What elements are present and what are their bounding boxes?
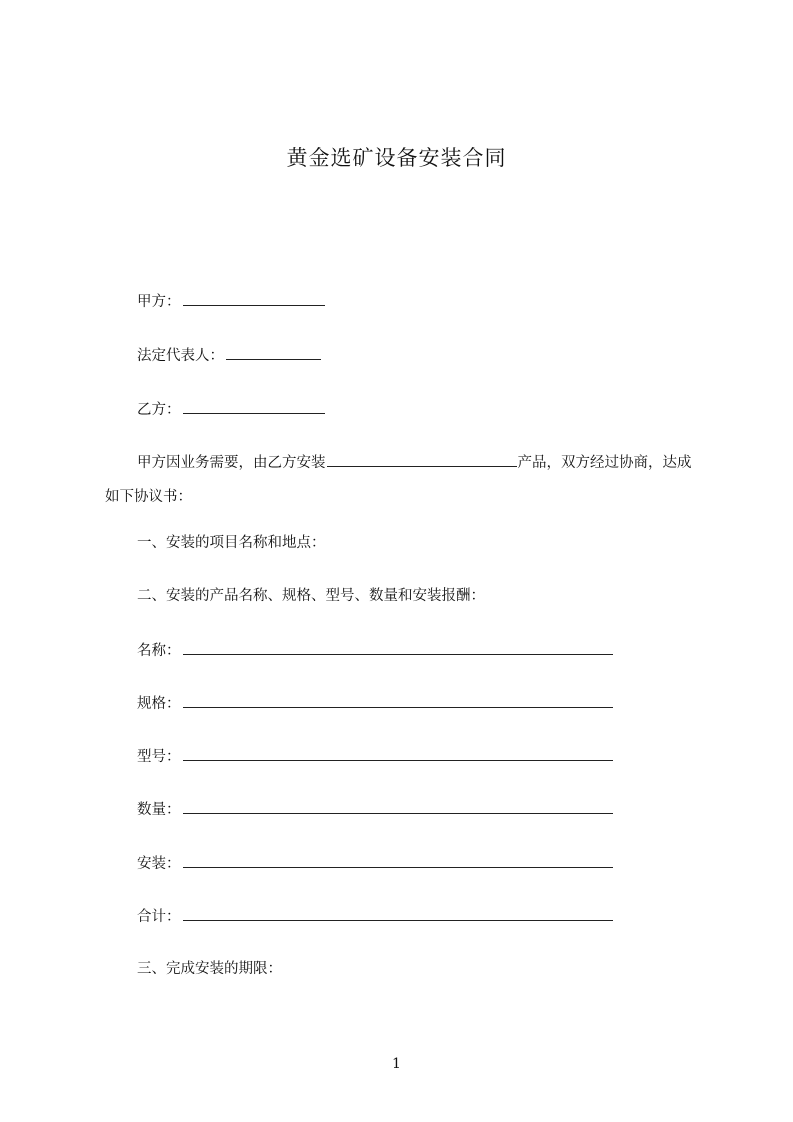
model-field-line [137,746,613,767]
intro-text-after: 产品，双方经过协商，达成如下协议书： [105,455,692,505]
name-field-blank[interactable] [183,640,613,655]
document-title: 黄金选矿设备安装合同 [286,146,507,170]
spec-field-line [137,693,613,714]
model-field-blank[interactable] [183,746,613,761]
install-field-line [137,853,613,874]
section-3-heading: 三、完成安装的期限： [137,961,282,977]
party-a-line [137,291,325,312]
install-field-blank[interactable] [183,853,613,868]
party-b-label: 乙方： [137,402,181,418]
spec-field-label: 规格： [137,696,181,712]
total-field-label: 合计： [137,909,181,925]
quantity-field-blank[interactable] [183,799,613,814]
total-field-blank[interactable] [183,906,613,921]
intro-text-before: 甲方因业务需要，由乙方安装 [137,455,326,471]
quantity-field-label: 数量： [137,802,181,818]
party-b-line [137,399,325,420]
name-field-label: 名称： [137,643,181,659]
page-number: 1 [392,1056,401,1072]
party-a-label: 甲方： [137,294,181,310]
install-field-label: 安装： [137,856,181,872]
name-field-line [137,640,613,661]
legal-rep-label: 法定代表人： [137,348,224,364]
section-2-heading: 二、安装的产品名称、规格、型号、数量和安装报酬： [137,588,485,604]
party-a-blank[interactable] [183,291,325,306]
quantity-field-line [137,799,613,820]
intro-paragraph [105,446,695,514]
total-field-line [137,906,613,927]
model-field-label: 型号： [137,749,181,765]
party-b-blank[interactable] [183,399,325,414]
product-blank[interactable] [327,452,517,467]
legal-rep-blank[interactable] [226,345,321,360]
section-1-heading: 一、安装的项目名称和地点： [137,535,326,551]
spec-field-blank[interactable] [183,693,613,708]
legal-rep-line [137,345,321,366]
